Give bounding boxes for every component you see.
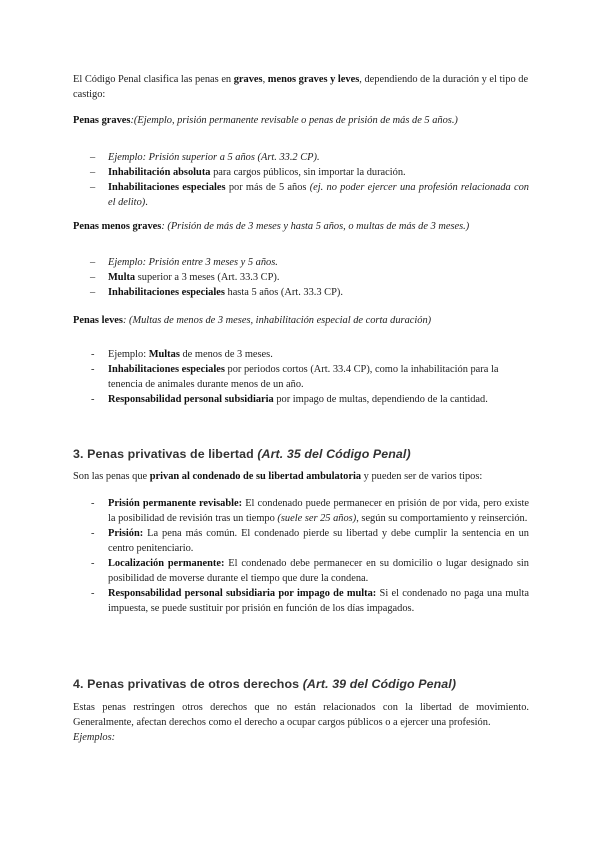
list-item: – Inhabilitaciones especiales hasta 5 años (Art. 33.3 CP). [73,285,529,300]
section-3-title: 3. Penas privativas de libertad (Art. 35 del Código Penal) [73,447,411,461]
list-item: - Prisión: La pena más común. El condenado pierde su libertad y debe cumplir la sentencia en un centro penitenciario. [73,526,529,556]
list-item: – Ejemplo: Prisión entre 3 meses y 5 años. [73,255,529,270]
section-3-intro: Son las penas que privan al condenado de su libertad ambulatoria y pueden ser de varios tipos: [73,471,483,482]
penas-leves-label: Penas leves [73,315,123,326]
penas-leves-description: : (Multas de menos de 3 meses, inhabilitación especial de corta duración) [122,315,432,326]
list-item: - Ejemplo: Multas de menos de 3 meses. [73,347,529,362]
intro-text: , dependiendo de la duración y el tipo de castigo: [73,74,529,100]
intro-paragraph [73,72,529,102]
penas-menos-graves-heading [73,219,529,234]
penas-leves-list [73,347,529,407]
section-4-body: Estas penas restringen otros derechos que no están relacionados con la libertad de movimiento. Generalmente, afectan derechos como el derecho a ocupar cargos públicos o a ejercer una profesión. Ejemplos: [73,702,529,743]
intro-bold-graves: graves [233,74,263,85]
list-item: - Inhabilitaciones especiales por periodos cortos (Art. 33.4 CP), como la inhabilitación para la tenencia de animales durante menos de un año. [73,362,529,392]
penas-graves-label: Penas graves [73,115,131,126]
intro-text: , [262,74,268,85]
penas-graves-heading [73,113,529,128]
list-item: – Multa superior a 3 meses (Art. 33.3 CP). [73,270,529,285]
list-item: - Responsabilidad personal subsidiaria por impago de multas, dependiendo de la cantidad. [73,392,529,407]
section-4-title: 4. Penas privativas de otros derechos (Art. 39 del Código Penal) [73,677,457,691]
section-3-list [73,496,529,616]
list-item: – Inhabilitación absoluta para cargos públicos, sin importar la duración. [73,165,529,180]
penas-menos-graves-description: : (Prisión de más de 3 meses y hasta 5 años, o multas de más de 3 meses.) [161,221,470,232]
list-item: – Ejemplo: Prisión superior a 5 años (Art. 33.2 CP). [73,150,529,165]
intro-bold-menos-graves-leves: menos graves y leves [267,74,360,85]
penas-graves-list [73,150,529,210]
section-4-examples-label: Ejemplos: [73,732,116,743]
list-item: - Responsabilidad personal subsidiaria por impago de multa: Si el condenado no paga una multa impuesta, se puede sustituir por prisión en función de los días impagados. [73,586,529,616]
list-item: - Prisión permanente revisable: El condenado puede permanecer en prisión de por vida, pero existe la posibilidad de revisión tras un tiempo (suele ser 25 años), según su comportamiento y reinserción. [73,496,529,526]
penas-leves-heading [73,313,529,328]
penas-menos-graves-label: Penas menos graves [73,221,162,232]
intro-text: El Código Penal clasifica las penas en [73,74,234,85]
list-item: - Localización permanente: El condenado debe permanecer en su domicilio o lugar designado sin posibilidad de moverse durante el tiempo que dure la condena. [73,556,529,586]
penas-graves-description: :(Ejemplo, prisión permanente revisable o penas de prisión de más de 5 años.) [130,115,458,126]
list-item: – Inhabilitaciones especiales por más de 5 años (ej. no poder ejercer una profesión relacionada con el delito). [73,180,529,210]
penas-menos-graves-list [73,255,529,300]
